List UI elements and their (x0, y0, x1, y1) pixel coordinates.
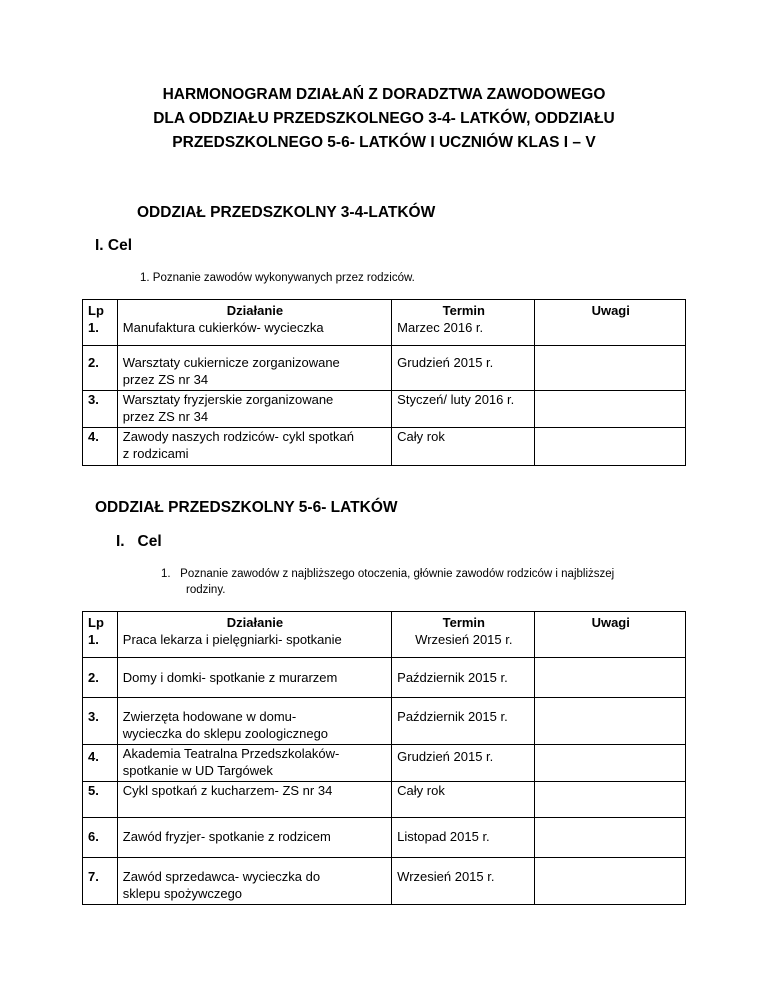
row-dzialanie: sklepu spożywczego (122, 886, 243, 901)
row-termin: Wrzesień 2015 r. (415, 632, 513, 647)
row-lp: 2. (88, 355, 99, 370)
row-dzialanie: Cykl spotkań z kucharzem- ZS nr 34 (122, 783, 333, 798)
section2-cel: I. Cel (116, 533, 162, 550)
row-termin: Październik 2015 r. (397, 670, 508, 685)
table-row (83, 858, 686, 905)
header-lp: Lp (88, 615, 104, 630)
section1-goal: 1. Poznanie zawodów wykonywanych przez rodziców. (140, 272, 415, 284)
row-termin: Październik 2015 r. (397, 709, 508, 724)
table-row (83, 391, 686, 428)
row-dzialanie: Zawody naszych rodziców- cykl spotkań (122, 429, 354, 444)
row-termin: Listopad 2015 r. (397, 829, 490, 844)
section1-table (82, 299, 686, 466)
section2-goal-line-1: 1. Poznanie zawodów z najbliższego otoczenia, głównie zawodów rodziców i najbliższej (161, 568, 615, 580)
row-termin: Wrzesień 2015 r. (397, 869, 495, 884)
row-lp: 1. (88, 632, 99, 647)
row-lp: 4. (88, 749, 99, 764)
table-row (83, 745, 686, 782)
row-lp: 2. (88, 670, 99, 685)
table-row (83, 658, 686, 698)
header-termin: Termin (442, 615, 485, 630)
table-row (83, 698, 686, 745)
row-dzialanie: Warsztaty fryzjerskie zorganizowane (122, 392, 334, 407)
table-row (83, 612, 686, 658)
row-dzialanie: przez ZS nr 34 (122, 409, 209, 424)
row-lp: 1. (88, 320, 99, 335)
title-line-2: DLA ODDZIAŁU PRZEDSZKOLNEGO 3-4- LATKÓW, ODDZIAŁU (153, 110, 615, 127)
header-dzialanie: Działanie (226, 615, 284, 630)
row-lp: 7. (88, 869, 99, 884)
row-lp: 3. (88, 709, 99, 724)
header-uwagi: Uwagi (591, 615, 630, 630)
header-uwagi: Uwagi (591, 303, 630, 318)
section1-cel: I. Cel (95, 237, 133, 254)
table-row (83, 300, 686, 346)
row-dzialanie: wycieczka do sklepu zoologicznego (122, 726, 329, 741)
table-row (83, 346, 686, 391)
row-termin: Grudzień 2015 r. (397, 355, 494, 370)
row-dzialanie: przez ZS nr 34 (122, 372, 209, 387)
row-dzialanie: Warsztaty cukiernicze zorganizowane (122, 355, 340, 370)
row-dzialanie: Zwierzęta hodowane w domu- (122, 709, 297, 724)
row-termin: Cały rok (397, 783, 445, 798)
row-termin: Grudzień 2015 r. (397, 749, 494, 764)
row-lp: 5. (88, 783, 99, 798)
section2-heading: ODDZIAŁ PRZEDSZKOLNY 5-6- LATKÓW (95, 499, 398, 516)
header-dzialanie: Działanie (226, 303, 284, 318)
table-row (83, 782, 686, 818)
row-lp: 4. (88, 429, 99, 444)
table-row (83, 428, 686, 466)
title-line-1: HARMONOGRAM DZIAŁAŃ Z DORADZTWA ZAWODOWEGO (162, 86, 606, 103)
header-termin: Termin (442, 303, 485, 318)
section1-heading: ODDZIAŁ PRZEDSZKOLNY 3-4-LATKÓW (137, 204, 436, 221)
row-termin: Marzec 2016 r. (397, 320, 484, 335)
row-dzialanie: Domy i domki- spotkanie z murarzem (122, 670, 338, 685)
table-row (83, 818, 686, 858)
row-termin: Cały rok (397, 429, 445, 444)
row-lp: 3. (88, 392, 99, 407)
title-line-3: PRZEDSZKOLNEGO 5-6- LATKÓW I UCZNIÓW KLAS I – V (172, 134, 596, 151)
row-dzialanie: spotkanie w UD Targówek (122, 763, 273, 778)
section2-table (82, 611, 686, 905)
row-dzialanie: Manufaktura cukierków- wycieczka (122, 320, 324, 335)
row-dzialanie: Zawód fryzjer- spotkanie z rodzicem (122, 829, 331, 844)
row-dzialanie: Akademia Teatralna Przedszkolaków- (122, 746, 340, 761)
section2-goal-line-2: rodziny. (186, 584, 226, 596)
row-dzialanie: z rodzicami (122, 446, 189, 461)
row-dzialanie: Praca lekarza i pielęgniarki- spotkanie (122, 632, 342, 647)
row-dzialanie: Zawód sprzedawca- wycieczka do (122, 869, 321, 884)
header-lp: Lp (88, 303, 104, 318)
document-title (0, 83, 768, 155)
row-lp: 6. (88, 829, 99, 844)
row-termin: Styczeń/ luty 2016 r. (397, 392, 515, 407)
